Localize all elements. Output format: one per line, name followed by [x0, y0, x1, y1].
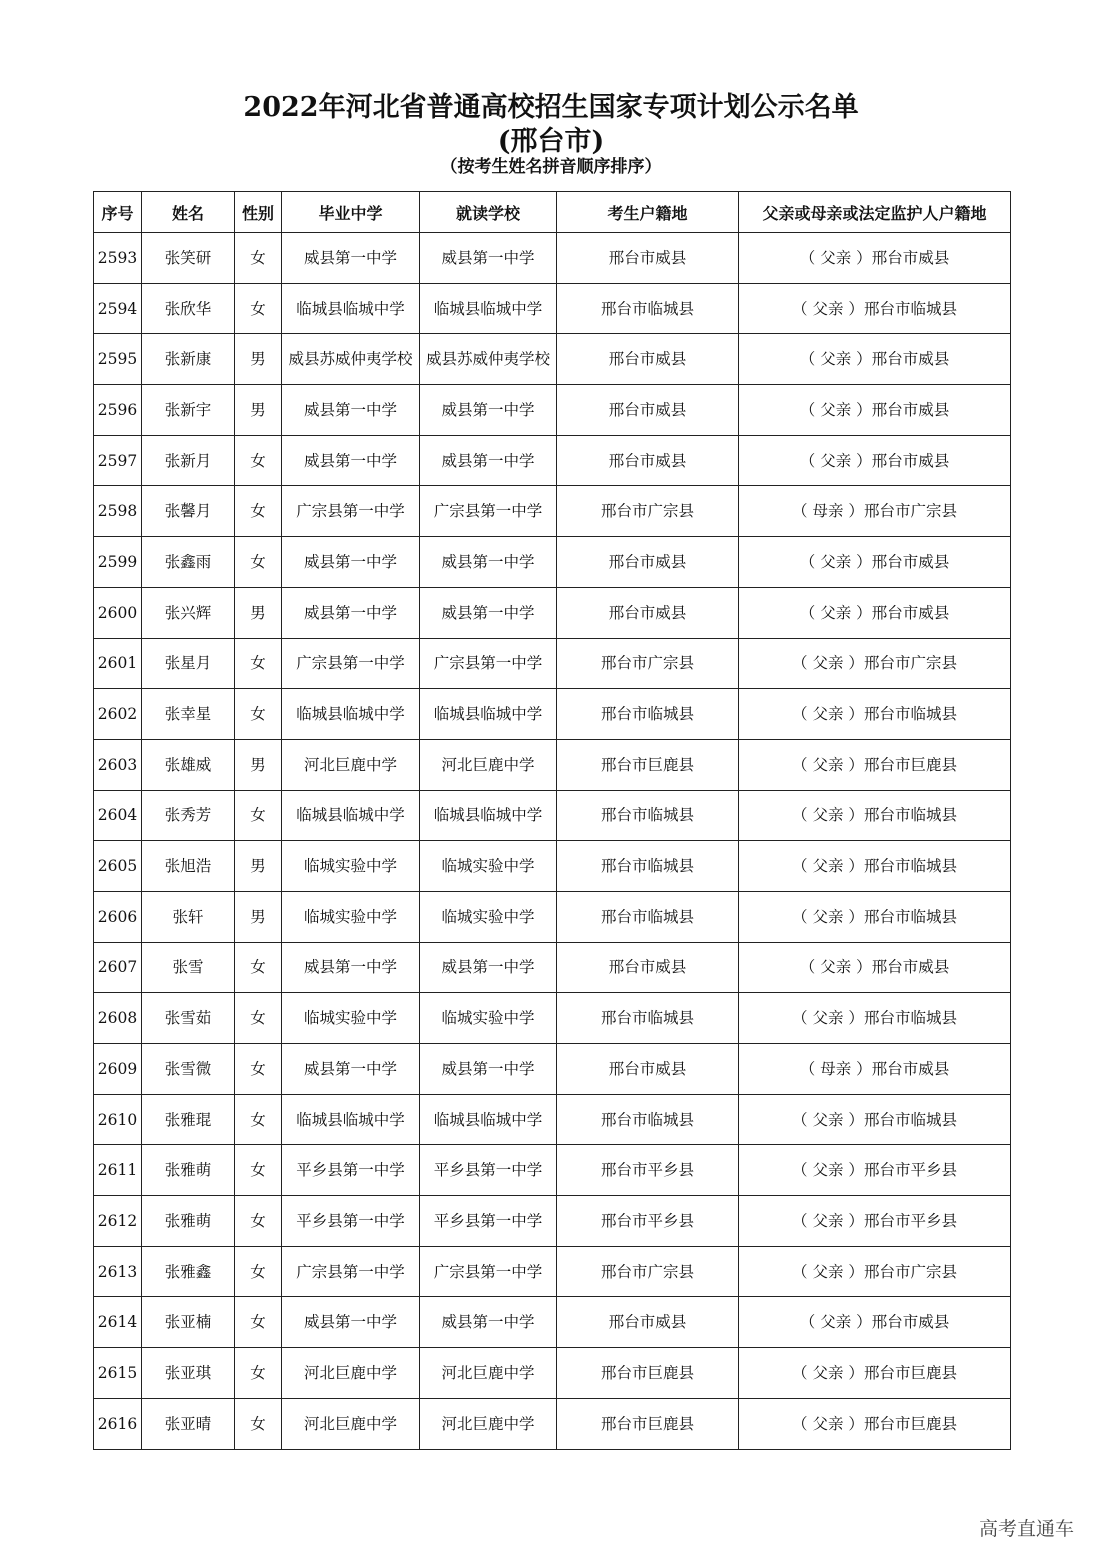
cell-guardian: （ 父亲 ）邢台市威县	[739, 385, 1011, 436]
guardian-relation: 父亲	[820, 400, 852, 419]
guardian-residence: 邢台市威县	[871, 603, 950, 622]
cell-residence: 邢台市威县	[557, 1044, 739, 1095]
guardian-residence: 邢台市临城县	[863, 857, 957, 876]
guardian-residence: 邢台市巨鹿县	[863, 1363, 957, 1382]
cell-current-school: 威县第一中学	[420, 537, 557, 588]
guardian-residence: 邢台市威县	[871, 958, 950, 977]
header-guardian-residence: 父亲或母亲或法定监护人户籍地	[739, 192, 1011, 233]
cell-name: 张轩	[142, 891, 235, 942]
cell-residence: 邢台市巨鹿县	[557, 1398, 739, 1449]
cell-seq: 2615	[94, 1348, 142, 1399]
cell-seq: 2609	[94, 1044, 142, 1095]
cell-residence: 邢台市临城县	[557, 790, 739, 841]
cell-current-school: 威县第一中学	[420, 1297, 557, 1348]
cell-name: 张馨月	[142, 486, 235, 537]
cell-seq: 2596	[94, 385, 142, 436]
cell-residence: 邢台市威县	[557, 942, 739, 993]
document-title: 2022年河北省普通高校招生国家专项计划公示名单	[243, 92, 859, 123]
cell-seq: 2604	[94, 790, 142, 841]
guardian-relation: 父亲	[812, 1110, 844, 1129]
cell-residence: 邢台市临城县	[557, 891, 739, 942]
guardian-residence: 邢台市临城县	[863, 907, 957, 926]
cell-residence: 邢台市巨鹿县	[557, 1348, 739, 1399]
guardian-residence: 邢台市平乡县	[863, 1211, 957, 1230]
cell-gender: 女	[235, 1348, 282, 1399]
guardian-residence: 邢台市巨鹿县	[863, 755, 957, 774]
cell-grad-school: 河北巨鹿中学	[282, 1348, 420, 1399]
cell-grad-school: 平乡县第一中学	[282, 1145, 420, 1196]
cell-seq: 2594	[94, 283, 142, 334]
cell-gender: 女	[235, 435, 282, 486]
table-row	[94, 790, 1011, 841]
cell-seq: 2601	[94, 638, 142, 689]
guardian-residence: 邢台市临城县	[863, 299, 957, 318]
guardian-relation: 父亲	[820, 552, 852, 571]
table-row	[94, 435, 1011, 486]
guardian-relation: 父亲	[820, 1313, 852, 1332]
cell-gender: 男	[235, 385, 282, 436]
cell-grad-school: 广宗县第一中学	[282, 486, 420, 537]
cell-seq: 2608	[94, 993, 142, 1044]
cell-grad-school: 临城县临城中学	[282, 790, 420, 841]
cell-residence: 邢台市威县	[557, 1297, 739, 1348]
cell-name: 张旭浩	[142, 841, 235, 892]
cell-seq: 2610	[94, 1094, 142, 1145]
cell-grad-school: 威县第一中学	[282, 587, 420, 638]
cell-guardian: （ 父亲 ）邢台市临城县	[739, 993, 1011, 1044]
cell-grad-school: 临城实验中学	[282, 841, 420, 892]
cell-grad-school: 威县第一中学	[282, 435, 420, 486]
cell-seq: 2598	[94, 486, 142, 537]
cell-current-school: 河北巨鹿中学	[420, 1348, 557, 1399]
table-row	[94, 233, 1011, 284]
guardian-residence: 邢台市巨鹿县	[863, 1414, 957, 1433]
guardian-relation: 父亲	[812, 705, 844, 724]
cell-residence: 邢台市广宗县	[557, 638, 739, 689]
cell-guardian: （ 父亲 ）邢台市临城县	[739, 790, 1011, 841]
cell-seq: 2606	[94, 891, 142, 942]
cell-guardian: （ 父亲 ）邢台市威县	[739, 435, 1011, 486]
cell-gender: 男	[235, 891, 282, 942]
cell-guardian: （ 父亲 ）邢台市广宗县	[739, 1246, 1011, 1297]
cell-grad-school: 平乡县第一中学	[282, 1196, 420, 1247]
cell-grad-school: 威县苏威仲夷学校	[282, 334, 420, 385]
cell-residence: 邢台市平乡县	[557, 1145, 739, 1196]
guardian-relation: 父亲	[812, 857, 844, 876]
guardian-relation: 父亲	[812, 1414, 844, 1433]
cell-current-school: 临城实验中学	[420, 891, 557, 942]
cell-name: 张星月	[142, 638, 235, 689]
cell-grad-school: 威县第一中学	[282, 1297, 420, 1348]
cell-current-school: 广宗县第一中学	[420, 1246, 557, 1297]
cell-current-school: 平乡县第一中学	[420, 1145, 557, 1196]
guardian-relation: 父亲	[820, 248, 852, 267]
cell-residence: 邢台市威县	[557, 334, 739, 385]
cell-guardian: （ 父亲 ）邢台市临城县	[739, 689, 1011, 740]
cell-residence: 邢台市临城县	[557, 1094, 739, 1145]
cell-residence: 邢台市威县	[557, 435, 739, 486]
guardian-relation: 父亲	[812, 907, 844, 926]
table-row	[94, 283, 1011, 334]
city-subtitle: (邢台市)	[497, 126, 605, 157]
cell-residence: 邢台市临城县	[557, 283, 739, 334]
cell-guardian: （ 父亲 ）邢台市巨鹿县	[739, 1348, 1011, 1399]
header-grad-school: 毕业中学	[282, 192, 420, 233]
cell-name: 张亚楠	[142, 1297, 235, 1348]
cell-name: 张鑫雨	[142, 537, 235, 588]
table-row	[94, 1196, 1011, 1247]
guardian-relation: 父亲	[812, 299, 844, 318]
cell-residence: 邢台市广宗县	[557, 1246, 739, 1297]
cell-guardian: （ 父亲 ）邢台市平乡县	[739, 1196, 1011, 1247]
header-seq: 序号	[94, 192, 142, 233]
header-residence: 考生户籍地	[557, 192, 739, 233]
guardian-residence: 邢台市威县	[871, 400, 950, 419]
watermark: 高考直通车	[978, 1518, 1074, 1540]
guardian-relation: 父亲	[812, 806, 844, 825]
cell-grad-school: 河北巨鹿中学	[282, 739, 420, 790]
table-row	[94, 638, 1011, 689]
cell-grad-school: 临城实验中学	[282, 891, 420, 942]
cell-gender: 女	[235, 1246, 282, 1297]
guardian-residence: 邢台市临城县	[863, 1009, 957, 1028]
cell-guardian: （ 父亲 ）邢台市临城县	[739, 841, 1011, 892]
cell-gender: 女	[235, 1094, 282, 1145]
cell-name: 张幸星	[142, 689, 235, 740]
cell-current-school: 临城县临城中学	[420, 283, 557, 334]
cell-residence: 邢台市广宗县	[557, 486, 739, 537]
cell-guardian: （ 父亲 ）邢台市威县	[739, 537, 1011, 588]
cell-seq: 2612	[94, 1196, 142, 1247]
cell-seq: 2600	[94, 587, 142, 638]
guardian-residence: 邢台市威县	[871, 451, 950, 470]
table-row	[94, 537, 1011, 588]
cell-current-school: 临城县临城中学	[420, 689, 557, 740]
cell-gender: 女	[235, 283, 282, 334]
cell-name: 张雅琨	[142, 1094, 235, 1145]
cell-residence: 邢台市临城县	[557, 841, 739, 892]
cell-guardian: （ 父亲 ）邢台市威县	[739, 587, 1011, 638]
cell-name: 张雪	[142, 942, 235, 993]
cell-residence: 邢台市威县	[557, 587, 739, 638]
cell-seq: 2614	[94, 1297, 142, 1348]
cell-gender: 女	[235, 993, 282, 1044]
cell-guardian: （ 父亲 ）邢台市巨鹿县	[739, 739, 1011, 790]
table-row	[94, 1398, 1011, 1449]
cell-seq: 2613	[94, 1246, 142, 1297]
cell-current-school: 广宗县第一中学	[420, 638, 557, 689]
cell-gender: 男	[235, 739, 282, 790]
guardian-relation: 父亲	[812, 1211, 844, 1230]
guardian-residence: 邢台市威县	[871, 248, 950, 267]
guardian-relation: 父亲	[820, 451, 852, 470]
cell-grad-school: 威县第一中学	[282, 537, 420, 588]
cell-residence: 邢台市威县	[557, 537, 739, 588]
cell-gender: 男	[235, 334, 282, 385]
cell-seq: 2616	[94, 1398, 142, 1449]
header-current-school: 就读学校	[420, 192, 557, 233]
guardian-relation: 父亲	[812, 1363, 844, 1382]
guardian-residence: 邢台市威县	[871, 1059, 950, 1078]
cell-seq: 2602	[94, 689, 142, 740]
guardian-residence: 邢台市广宗县	[863, 1262, 957, 1281]
cell-current-school: 威县第一中学	[420, 435, 557, 486]
cell-gender: 女	[235, 233, 282, 284]
guardian-relation: 母亲	[820, 1059, 852, 1078]
cell-current-school: 平乡县第一中学	[420, 1196, 557, 1247]
cell-current-school: 临城实验中学	[420, 993, 557, 1044]
guardian-residence: 邢台市广宗县	[863, 502, 957, 521]
cell-gender: 女	[235, 790, 282, 841]
cell-gender: 女	[235, 638, 282, 689]
guardian-residence: 邢台市威县	[871, 552, 950, 571]
cell-guardian: （ 父亲 ）邢台市威县	[739, 1297, 1011, 1348]
cell-current-school: 临城县临城中学	[420, 790, 557, 841]
cell-gender: 男	[235, 587, 282, 638]
cell-grad-school: 临城县临城中学	[282, 689, 420, 740]
guardian-residence: 邢台市威县	[871, 1313, 950, 1332]
table-row	[94, 891, 1011, 942]
table-row	[94, 1297, 1011, 1348]
cell-gender: 女	[235, 1044, 282, 1095]
cell-gender: 女	[235, 942, 282, 993]
cell-gender: 女	[235, 1145, 282, 1196]
cell-guardian: （ 父亲 ）邢台市威县	[739, 233, 1011, 284]
cell-guardian: （ 母亲 ）邢台市威县	[739, 1044, 1011, 1095]
table-row	[94, 1348, 1011, 1399]
cell-name: 张雅萌	[142, 1145, 235, 1196]
table-row	[94, 1246, 1011, 1297]
roster-body	[94, 233, 1011, 1450]
cell-name: 张雅鑫	[142, 1246, 235, 1297]
guardian-relation: 父亲	[820, 603, 852, 622]
cell-guardian: （ 父亲 ）邢台市广宗县	[739, 638, 1011, 689]
cell-grad-school: 临城县临城中学	[282, 283, 420, 334]
cell-name: 张雪微	[142, 1044, 235, 1095]
guardian-residence: 邢台市威县	[871, 350, 950, 369]
cell-residence: 邢台市临城县	[557, 689, 739, 740]
cell-gender: 女	[235, 1297, 282, 1348]
table-row	[94, 334, 1011, 385]
cell-current-school: 威县第一中学	[420, 1044, 557, 1095]
guardian-relation: 母亲	[812, 502, 844, 521]
cell-name: 张亚琪	[142, 1348, 235, 1399]
cell-residence: 邢台市巨鹿县	[557, 739, 739, 790]
cell-guardian: （ 父亲 ）邢台市巨鹿县	[739, 1398, 1011, 1449]
table-row	[94, 841, 1011, 892]
table-row	[94, 993, 1011, 1044]
cell-residence: 邢台市平乡县	[557, 1196, 739, 1247]
sort-note: （按考生姓名拼音顺序排序）	[440, 157, 662, 177]
guardian-residence: 邢台市临城县	[863, 806, 957, 825]
cell-current-school: 河北巨鹿中学	[420, 739, 557, 790]
cell-name: 张雅萌	[142, 1196, 235, 1247]
cell-grad-school: 威县第一中学	[282, 942, 420, 993]
cell-name: 张雪茹	[142, 993, 235, 1044]
header-name: 姓名	[142, 192, 235, 233]
cell-guardian: （ 父亲 ）邢台市威县	[739, 334, 1011, 385]
cell-seq: 2611	[94, 1145, 142, 1196]
cell-guardian: （ 父亲 ）邢台市威县	[739, 942, 1011, 993]
cell-current-school: 广宗县第一中学	[420, 486, 557, 537]
table-row	[94, 1044, 1011, 1095]
table-row	[94, 689, 1011, 740]
guardian-relation: 父亲	[812, 654, 844, 673]
guardian-relation: 父亲	[812, 1161, 844, 1180]
table-row	[94, 587, 1011, 638]
cell-residence: 邢台市威县	[557, 233, 739, 284]
cell-guardian: （ 父亲 ）邢台市临城县	[739, 1094, 1011, 1145]
cell-current-school: 威县第一中学	[420, 233, 557, 284]
cell-grad-school: 威县第一中学	[282, 233, 420, 284]
cell-residence: 邢台市威县	[557, 385, 739, 436]
cell-seq: 2595	[94, 334, 142, 385]
cell-gender: 女	[235, 689, 282, 740]
table-row	[94, 1145, 1011, 1196]
cell-grad-school: 广宗县第一中学	[282, 1246, 420, 1297]
cell-gender: 女	[235, 486, 282, 537]
header-gender: 性别	[235, 192, 282, 233]
header-row	[94, 192, 1011, 233]
guardian-residence: 邢台市临城县	[863, 1110, 957, 1129]
cell-current-school: 威县第一中学	[420, 942, 557, 993]
cell-name: 张新月	[142, 435, 235, 486]
cell-name: 张欣华	[142, 283, 235, 334]
roster-table	[93, 191, 1011, 1450]
table-row	[94, 1094, 1011, 1145]
cell-grad-school: 广宗县第一中学	[282, 638, 420, 689]
cell-name: 张亚晴	[142, 1398, 235, 1449]
cell-name: 张兴辉	[142, 587, 235, 638]
guardian-residence: 邢台市临城县	[863, 705, 957, 724]
table-row	[94, 942, 1011, 993]
guardian-residence: 邢台市平乡县	[863, 1161, 957, 1180]
guardian-relation: 父亲	[820, 958, 852, 977]
cell-name: 张新康	[142, 334, 235, 385]
table-row	[94, 385, 1011, 436]
guardian-relation: 父亲	[820, 350, 852, 369]
cell-name: 张笑研	[142, 233, 235, 284]
cell-name: 张雄威	[142, 739, 235, 790]
cell-current-school: 临城实验中学	[420, 841, 557, 892]
table-row	[94, 486, 1011, 537]
cell-seq: 2603	[94, 739, 142, 790]
cell-seq: 2605	[94, 841, 142, 892]
cell-residence: 邢台市临城县	[557, 993, 739, 1044]
table-row	[94, 739, 1011, 790]
cell-current-school: 威县第一中学	[420, 385, 557, 436]
guardian-relation: 父亲	[812, 1009, 844, 1028]
cell-guardian: （ 母亲 ）邢台市广宗县	[739, 486, 1011, 537]
cell-gender: 女	[235, 1398, 282, 1449]
cell-current-school: 威县第一中学	[420, 587, 557, 638]
guardian-residence: 邢台市广宗县	[863, 654, 957, 673]
cell-name: 张新宇	[142, 385, 235, 436]
cell-gender: 男	[235, 841, 282, 892]
cell-grad-school: 临城实验中学	[282, 993, 420, 1044]
cell-name: 张秀芳	[142, 790, 235, 841]
cell-guardian: （ 父亲 ）邢台市平乡县	[739, 1145, 1011, 1196]
guardian-relation: 父亲	[812, 1262, 844, 1281]
guardian-relation: 父亲	[812, 755, 844, 774]
cell-seq: 2607	[94, 942, 142, 993]
cell-grad-school: 河北巨鹿中学	[282, 1398, 420, 1449]
cell-seq: 2597	[94, 435, 142, 486]
cell-current-school: 临城县临城中学	[420, 1094, 557, 1145]
cell-gender: 女	[235, 1196, 282, 1247]
cell-seq: 2593	[94, 233, 142, 284]
cell-grad-school: 威县第一中学	[282, 1044, 420, 1095]
cell-gender: 女	[235, 537, 282, 588]
cell-grad-school: 临城县临城中学	[282, 1094, 420, 1145]
cell-seq: 2599	[94, 537, 142, 588]
cell-current-school: 威县苏威仲夷学校	[420, 334, 557, 385]
cell-grad-school: 威县第一中学	[282, 385, 420, 436]
cell-guardian: （ 父亲 ）邢台市临城县	[739, 283, 1011, 334]
cell-guardian: （ 父亲 ）邢台市临城县	[739, 891, 1011, 942]
cell-current-school: 河北巨鹿中学	[420, 1398, 557, 1449]
